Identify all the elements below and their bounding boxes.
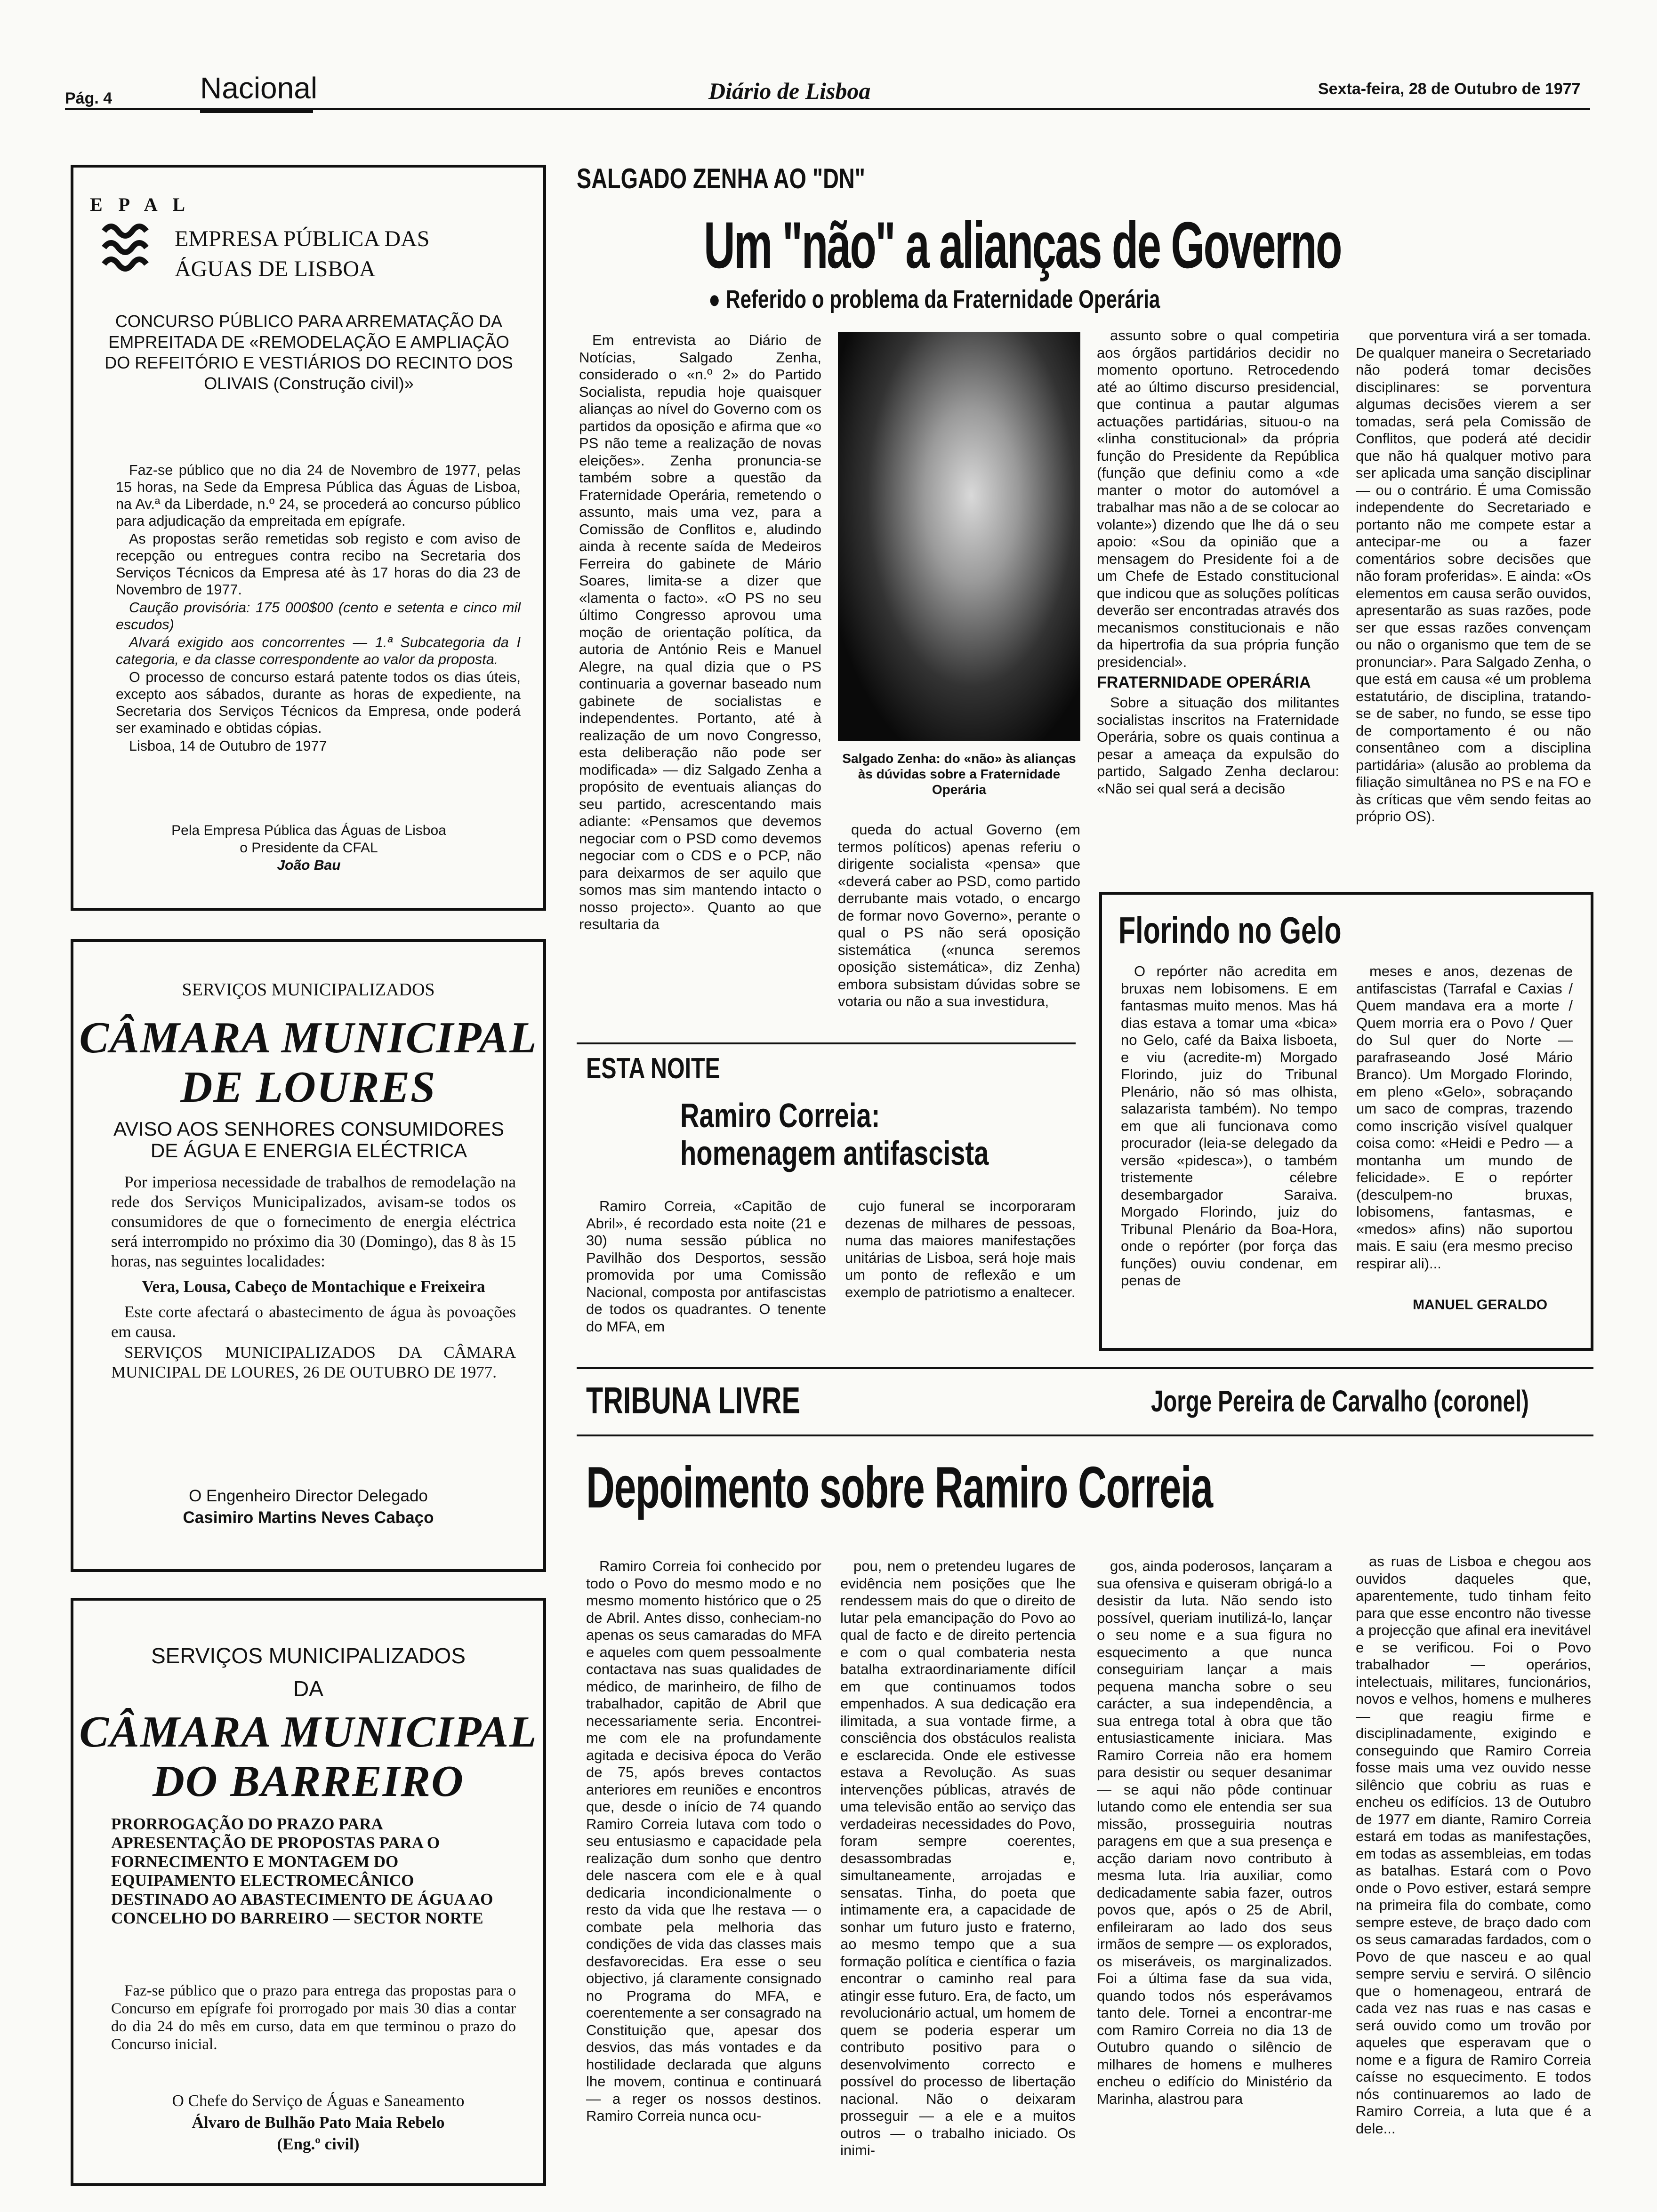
epal-p1: Faz-se público que no dia 24 de Novembro de 1977, pelas 15 horas, na Sede da Empresa Pública das Águas de Lisboa, na Av.ª da Liberdade, n.º 24, se procederá ao concurso público para adjudicação da empreitada em epígrafe. (116, 462, 521, 529)
tribuna-col4-text: as ruas de Lisboa e chegou aos ouvidos daqueles que, aparentemente, tudo tinham feito para que esse encontro não tivesse a projecção que afinal era inevitável e se verificou. Foi o Povo trabalhador — operários, intelectuais, militares, funcionários, novos e velhos, homens e mulheres — que reagiu firme e disciplinadamente, exigindo e conseguindo que Ramiro Correia fosse mais uma vez ouvido nesse silêncio que cobriu as ruas e encheu os edifícios. 13 de Outubro de 1977 em diante, Ramiro Correia estará em todas as manifestações, em todas as assembleias, em todas as batalhas. Estará com o Povo onde o Povo estiver, estará sempre na primeira fila do combate, como sempre esteve, de braço dado com os seus camaradas fardados, com o Povo de que nasceu e ao qual sempre serviu e servirá. O silêncio que o homenageou, entrará de cada vez nas ruas e nas casas e será ouvido como um trovão por aqueles que esperavam que o nome e a figura de Ramiro Correia caísse no esquecimento. E todos nós continuaremos ao lado de Ramiro Correia, a luta que é a dele... (1356, 1553, 1591, 2137)
epal-p3: Caução provisória: 175 000$00 (cento e setenta e cinco mil escudos) (116, 600, 521, 633)
epal-sign-name: João Bau (277, 858, 341, 873)
epal-p2: As propostas serão remetidas sob registo e com aviso de recepção ou entregues contra recibo na Secretaria dos Serviços Técnicos da Empresa até às 17 horas do dia 23 de Novembro de 1977. (116, 531, 521, 598)
zenha-deck (708, 285, 1160, 314)
tribuna-col2 (840, 1558, 1076, 2212)
bullet-icon: ● (708, 285, 721, 313)
noite-headline1: Ramiro Correia: (680, 1097, 880, 1135)
barreiro-name-line1: CÂMARA MUNICIPAL (79, 1707, 538, 1756)
noite-col1 (586, 1198, 826, 1339)
florindo-headline: Florindo no Gelo (1118, 909, 1342, 951)
page-number: Pág. 4 (65, 89, 113, 107)
epal-signature (92, 822, 525, 874)
zenha-col3b-text: Sobre a situação dos militantes socialistas inscritos na Fraternidade Operária, sobre os quais continua a pesar a ameaça da expulsão do partido, Salgado Zenha declarou: «Não sei qual será a decisão (1097, 694, 1339, 797)
loures-subtitle: AVISO AOS SENHORES CONSUMIDORES DE ÁGUA E ENERGIA ELÉCTRICA (113, 1118, 505, 1162)
section-label: Nacional (200, 71, 318, 105)
noite-top-rule (577, 1042, 1076, 1044)
epal-title: CONCURSO PÚBLICO PARA ARREMATAÇÃO DA EMPREITADA DE «REMODELAÇÃO E AMPLIAÇÃO DO REFEITÓRIO E VESTIÁRIOS DO RECINTO DOS OLIVAIS (Construção civil)» (105, 312, 513, 393)
epal-ad (71, 165, 546, 911)
barreiro-p1: Faz-se público que o prazo para entrega das propostas para o Concurso em epígrafe foi prorrogado por mais 30 dias a contar do dia 24 do mês em curso, data em que terminou o prazo do Concurso inicial. (111, 1982, 516, 2053)
tribuna-author: Jorge Pereira de Carvalho (coronel) (1151, 1384, 1529, 1418)
loures-sign-name: Casimiro Martins Neves Cabaço (183, 1508, 434, 1527)
zenha-col3 (1097, 327, 1339, 880)
noite-col1-text: Ramiro Correia, «Capitão de Abril», é recordado esta noite (21 e 30) numa sessão pública no Pavilhão dos Desportos, sessão promovida por uma Comissão Nacional, composta por antifascistas de todos os quadrantes. O tenente do MFA, em (586, 1198, 826, 1335)
epal-sign-line1: Pela Empresa Pública das Águas de Lisboa (171, 823, 446, 838)
waves-logo-icon (102, 219, 153, 281)
tribuna-col4 (1356, 1553, 1591, 2212)
florindo-byline: MANUEL GERALDO (1413, 1297, 1548, 1313)
noite-kicker: ESTA NOITE (586, 1052, 720, 1085)
loures-p1: Por imperiosa necessidade de trabalhos de remodelação na rede dos Serviços Municipalizados, avisam-se todos os consumidores de que o fornecimento de energia eléctrica será interrompido no próximo dia 30 (Domingo), das 8 às 15 horas, nas seguintes localidades: (111, 1173, 516, 1270)
loures-body (111, 1172, 516, 1383)
issue-date: Sexta-feira, 28 de Outubro de 1977 (1318, 80, 1581, 98)
barreiro-ad (71, 1598, 546, 2186)
zenha-col3-text: assunto sobre o qual competiria aos órgãos partidários decidir no momento oportuno. Retrocedendo até ao último discurso presidencial, que continua a pautar algumas actuações partidárias, situou-o na «linha constitucional» da própria função do Presidente da República (função que definiu como a «de manter o motor do automóvel a trabalhar mas não a de se colocar ao volante») dizendo que lhe dá o seu apoio: «Sou da opinião que a mensagem do Presidente foi a de um Chefe de Estado constitucional que indicou que as soluções políticas deverão ser encontradas através dos mecanismos constitucionais e não da hipertrofia da sua própria função presidencial». (1097, 327, 1339, 670)
masthead: Diário de Lisboa (708, 78, 871, 104)
florindo-col2 (1356, 963, 1573, 1292)
zenha-col4-text: que porventura virá a ser tomada. De qualquer maneira o Secretariado não poderá tomar decisões disciplinares: se porventura algumas decisões vierem a ser tomadas, será pela Comissão de Conflitos, que poderá até decidir que não há qualquer motivo para ser aplicada uma sanção disciplinar — ou o contrário. É uma Comissão independente do Secretariado e portanto não me compete estar a antecipar-me ou a fazer comentários sobre decisões que não foram proferidas». E ainda: «Os elementos em causa serão ouvidos, apresentarão as suas razões, pode ser que essas razões convençam ou não o organismo que tem de se pronunciar». Para Salgado Zenha, o que está em causa «é um problema estatutário, de disciplina, tratando-se de saber, no fundo, se esse tipo de comportamento é ou não consentâneo com a disciplina partidária» (alusão ao problema da filiação simultânea no PS e na FO e às críticas que vêm sendo feitas ao próprio OS). (1356, 327, 1591, 825)
barreiro-signature (130, 2090, 507, 2155)
zenha-kicker: SALGADO ZENHA AO "DN" (577, 163, 865, 194)
tribuna-kicker: TRIBUNA LIVRE (586, 1379, 800, 1421)
tribuna-col3 (1097, 1558, 1332, 2212)
noite-headline2: homenagem antifascista (680, 1135, 989, 1172)
florindo-col2-text: meses e anos, dezenas de antifascistas (Tarrafal e Caxias / Quem mandava era a morte / Quem morria era o Povo / Quer do Sul quer do Norte — parafraseando José Mário Branco). Um Morgado Florindo, em pleno «Gelo», sobraçando um saco de compras, trazendo como inscrição visível qualquer coisa como: «Heidi e Pedro — a montanha um mundo de felicidade». E o repórter (desculpem-no bruxas, lobisomens, fantasmas, e «medos» afins) não suportou mais. E saiu (era mesmo preciso respirar ali)... (1356, 963, 1573, 1272)
barreiro-sign-degree: (Eng.º civil) (277, 2135, 360, 2153)
zenha-col4 (1356, 327, 1591, 880)
tribuna-headline: Depoimento sobre Ramiro Correia (586, 1455, 1213, 1520)
barreiro-da: DA (293, 1676, 323, 1701)
epal-date: Lisboa, 14 de Outubro de 1977 (129, 738, 327, 754)
loures-ad (71, 939, 546, 1572)
tribuna-col1 (586, 1558, 821, 2212)
loures-name-line2: DE LOURES (180, 1063, 436, 1112)
barreiro-sign-name: Álvaro de Bulhão Pato Maia Rebelo (192, 2113, 445, 2132)
tribuna-top-rule (577, 1367, 1593, 1369)
loures-kicker: SERVIÇOS MUNICIPALIZADOS (182, 980, 435, 1000)
epal-letters: E P A L (90, 194, 191, 215)
zenha-col2 (838, 821, 1080, 1019)
noite-col2 (845, 1198, 1076, 1339)
epal-body (116, 462, 521, 755)
zenha-col1-text: Em entrevista ao Diário de Notícias, Salgado Zenha, considerado o «n.º 2» do Partido Socialista, repudia hoje quaisquer alianças ao nível do Governo com os partidos da oposição e afirma que «o PS não teme a realização de novas eleições». Zenha pronuncia-se também sobre a questão da Fraternidade Operária, remetendo o assunto, mais uma vez, para a Comissão de Conflitos e, aludindo ainda à recente saída de Medeiros Ferreira do gabinete de Mário Soares, limita-se a dizer que «lamenta o facto». «O PS no seu último Congresso aprovou uma moção de orientação política, da autoria de António Reis e Manuel Alegre, na qual dizia que o PS continuaria a governar baseado num gabinete de socialistas e independentes. Portanto, até à realização de um novo Congresso, esta deliberação não pode ser modificada» — diz Salgado Zenha a propósito de eventuais alianças do seu partido, acrescentando mais adiante: «Pensamos que devemos negociar com o PSD como devemos negociar com o CDS e o PCP, não para deixarmos de ser aquilo que somos mas sim mantendo intacto o nosso projecto». Quanto ao que resultaria da (579, 332, 821, 932)
florindo-col1-text: O repórter não acredita em bruxas nem lobisomens. E em fantasmas muito menos. Mas há dias estava a tomar uma «bica» no Gelo, café da Baixa lisboeta, e viu (acredite-m) Morgado Florindo, juiz do Tribunal Plenário, não só mas olhista, salazarista também). No tempo em que ali funcionava como procurador (leia-se delegado da versão «pidesca»), o também tristemente célebre desembargador Saraiva. Morgado Florindo, juiz do Tribunal Plenário da Boa-Hora, onde o repórter (por força das funções) ouviu condenar, em penas de (1121, 963, 1337, 1289)
barreiro-sign-title: O Chefe do Serviço de Águas e Saneamento (172, 2092, 465, 2110)
zenha-caption: Salgado Zenha: do «não» às alianças às dúvidas sobre a Fraternidade Operária (842, 751, 1076, 797)
florindo-col1 (1121, 963, 1337, 1339)
barreiro-name-line2: DO BARREIRO (153, 1757, 464, 1806)
epal-p4: Alvará exigido aos concorrentes — 1.ª Subcategoria da I categoria, e da classe correspondente ao valor da proposta. (116, 634, 521, 667)
zenha-col1 (579, 332, 821, 1021)
tribuna-col3-text: gos, ainda poderosos, lançaram a sua ofensiva e quiseram obrigá-lo a desistir da luta. Não sendo isto possível, queriam inutilizá-lo, lançar o seu nome e a sua figura no esquecimento a que nunca conseguiriam lançar a mais pequena mancha sobre o seu carácter, a sua independência, a sua entrega total à obra que tão entusiasticamente iniciara. Mas Ramiro Correia não era homem para desistir ou sequer desanimar — se aqui não pôde continuar lutando como ele entendia ser sua missão, prosseguiria noutras paragens em que a sua presença e acção dariam novo contributo à mesma luta. Iria auxiliar, como dedicadamente sabia fazer, outros povos que, após o 25 de Abril, enfileiraram ao lado dos seus irmãos de sempre — os explorados, os miseráveis, os marginalizados. Foi a última fase da sua vida, quando todos nós esperávamos tanto dele. Tornei a encontrar-me com Ramiro Correia no dia 13 de Outubro quando o silêncio de milhares de homens e mulheres encheu o edifício do Ministério da Marinha, alastrou para (1097, 1558, 1332, 2107)
header-rule (65, 108, 1590, 110)
barreiro-subtitle: PRORROGAÇÃO DO PRAZO PARA APRESENTAÇÃO DE PROPOSTAS PARA O FORNECIMENTO E MONTAGEM DO EQUIPAMENTO ELECTROMECÂNICO DESTINADO AO ABASTECIMENTO DE ÁGUA AO CONCELHO DO BARREIRO — SECTOR NORTE (111, 1815, 493, 1927)
zenha-col2-text: queda do actual Governo (em termos políticos) apenas referiu o dirigente socialista «pensa» que «deverá caber ao PSD, como partido derrubante mais votado, o encargo de formar novo Governo», perante o qual o PS não será oposição sistemática («nunca seremos oposição sistemática», diz Zenha) embora subsistam dúvidas sobre se votaria ou não a sua investidura, (838, 821, 1080, 1010)
epal-company: EMPRESA PÚBLICA DAS ÁGUAS DE LISBOA (175, 226, 430, 281)
noite-col2-text: cujo funeral se incorporaram dezenas de milhares de pessoas, numa das maiores manifestações unitárias de Lisboa, será hoje mais um ponto de reflexão e um exemplo de patriotismo a enaltecer. (845, 1198, 1076, 1300)
epal-sign-line2: o Presidente da CFAL (240, 840, 378, 856)
loures-p3: SERVIÇOS MUNICIPALIZADOS DA CÂMARA MUNICIPAL DE LOURES, 26 DE OUTUBRO DE 1977. (111, 1343, 516, 1381)
zenha-photo (838, 332, 1080, 741)
barreiro-body (111, 1982, 516, 2054)
epal-p5: O processo de concurso estará patente todos os dias úteis, excepto aos sábados, durante as horas de expediente, na Secretaria dos Serviços Técnicos da Empresa, onde poderá ser examinado e obtidas cópias. (116, 669, 521, 736)
florindo-box (1099, 892, 1593, 1351)
loures-signature (73, 1485, 543, 1529)
zenha-headline: Um "não" a alianças de Governo (704, 208, 1341, 282)
zenha-deck-text: Referido o problema da Fraternidade Operária (726, 285, 1160, 313)
zenha-subhead: FRATERNIDADE OPERÁRIA (1097, 673, 1311, 691)
loures-sign-title: O Engenheiro Director Delegado (189, 1487, 428, 1505)
loures-p2: Este corte afectará o abastecimento de água às povoações em causa. (111, 1303, 516, 1341)
tribuna-mid-rule (577, 1435, 1593, 1436)
barreiro-kicker: SERVIÇOS MUNICIPALIZADOS (151, 1643, 466, 1668)
tribuna-col2-text: pou, nem o pretendeu lugares de evidência nem posições que lhe rendessem mais do que o direito de lutar pela emancipação do Povo ao qual de facto e de direito pertencia e com o qual combateria nesta batalha extraordinariamente difícil em que continuamos todos empenhados. A sua dedicação era ilimitada, a sua vontade firme, a consciência dos obstáculos realista e esclarecida. Onde ele estivesse estava a Revolução. As suas intervenções públicas, através de uma televisão então ao serviço das verdadeiras necessidades do Povo, foram sempre coerentes, desassombradas e, simultaneamente, arrojadas e sensatas. Tinha, do poeta que intimamente era, a capacidade de sonhar um futuro justo e fraterno, ao mesmo tempo que a sua formação política e científica o fazia encontrar o caminho real para atingir esse futuro. Era, de facto, um revolucionário actual, um homem de quem se poderia esperar um contributo positivo para o desenvolvimento correcto e possível do processo de libertação nacional. Não o deixaram prosseguir — a ele e a muitos outros — o trabalho iniciado. Os inimi- (840, 1558, 1076, 2158)
tribuna-col1-text: Ramiro Correia foi conhecido por todo o Povo do mesmo modo e no mesmo momento histórico que o 25 de Abril. Antes disso, conheciam-no apenas os seus camaradas do MFA e aqueles com quem pessoalmente contactava nas suas qualidades de médico, de marinheiro, de filho de trabalhador, capitão de Abril que necessariamente seria. Encontrei-me com ele na profundamente agitada e decisiva época do Verão de 75, após breves contactos anteriores em reuniões e encontros que, desde o início de 74 quando Ramiro Correia lutava com todo o seu entusiasmo e capacidade pela realização dum sonho que dentro dele nascera com ele e à qual dedicaria incondicionalmente o resto da vida que lhe restava — o combate pela melhoria das condições de vida das classes mais desfavorecidas. Era esse o seu objectivo, já claramente consignado no Programa do MFA, e coerentemente a ser consagrado na Constituição que, apesar dos desvios, das más vontades e da hostilidade declarada que alguns lhe movem, continua e continuará — a reger os nossos destinos. Ramiro Correia nunca ocu- (586, 1558, 821, 2124)
loures-name-line1: CÂMARA MUNICIPAL (79, 1013, 538, 1062)
loures-places: Vera, Lousa, Cabeço de Montachique e Freixeira (142, 1277, 485, 1296)
